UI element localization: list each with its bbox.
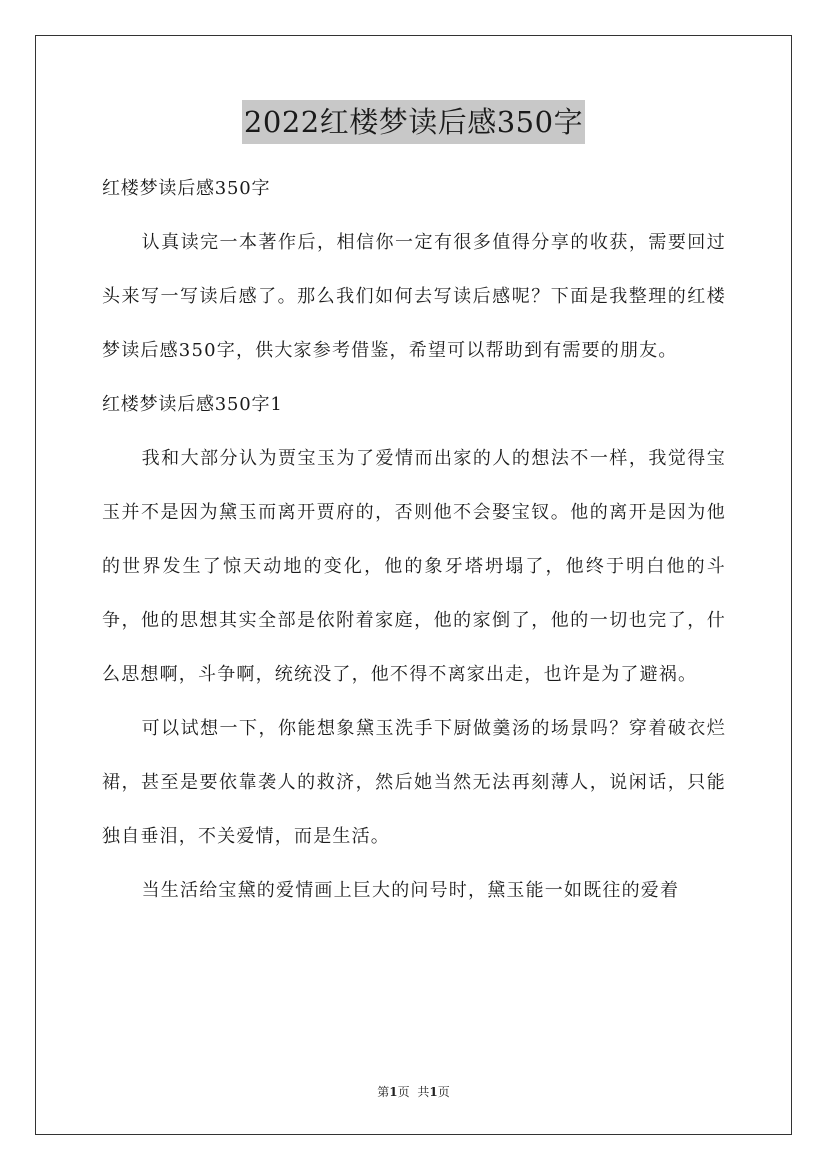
total-pages: 1: [429, 1085, 438, 1099]
section-heading: 红楼梦读后感350字1: [102, 394, 283, 415]
document-title: 2022红楼梦读后感350字: [242, 100, 585, 144]
title-container: [0, 100, 827, 144]
page-label-suffix: 页: [397, 1085, 410, 1099]
body-paragraph: 认真读完一本著作后，相信你一定有很多值得分享的收获，需要回过头来写一写读后感了。那么我们如何去写读后感呢？下面是我整理的红楼梦读后感350字，供大家参考借鉴，希望可以帮助到有需要的朋友。: [102, 232, 726, 361]
page-footer: [0, 1083, 827, 1101]
page-number: 1: [389, 1085, 398, 1099]
total-label-suffix: 页: [437, 1085, 450, 1099]
body-paragraph: 可以试想一下，你能想象黛玉洗手下厨做羹汤的场景吗？穿着破衣烂裙，甚至是要依靠袭人的救济，然后她当然无法再刻薄人，说闲话，只能独自垂泪，不关爱情，而是生活。: [102, 718, 726, 847]
body-paragraph: 我和大部分认为贾宝玉为了爱情而出家的人的想法不一样，我觉得宝玉并不是因为黛玉而离开贾府的，否则他不会娶宝钗。他的离开是因为他的世界发生了惊天动地的变化，他的象牙塔坍塌了，他终于明白他的斗争，他的思想其实全部是依附着家庭，他的家倒了，他的一切也完了，什么思想啊，斗争啊，统统没了，他不得不离家出走，也许是为了避祸。: [102, 448, 726, 685]
body-paragraph: 当生活给宝黛的爱情画上巨大的问号时，黛玉能一如既往的爱着: [141, 880, 680, 901]
document-body: [102, 162, 726, 918]
section-heading: 红楼梦读后感350字: [102, 178, 271, 199]
page-label-prefix: 第: [377, 1085, 390, 1099]
total-label-prefix: 共: [417, 1085, 430, 1099]
